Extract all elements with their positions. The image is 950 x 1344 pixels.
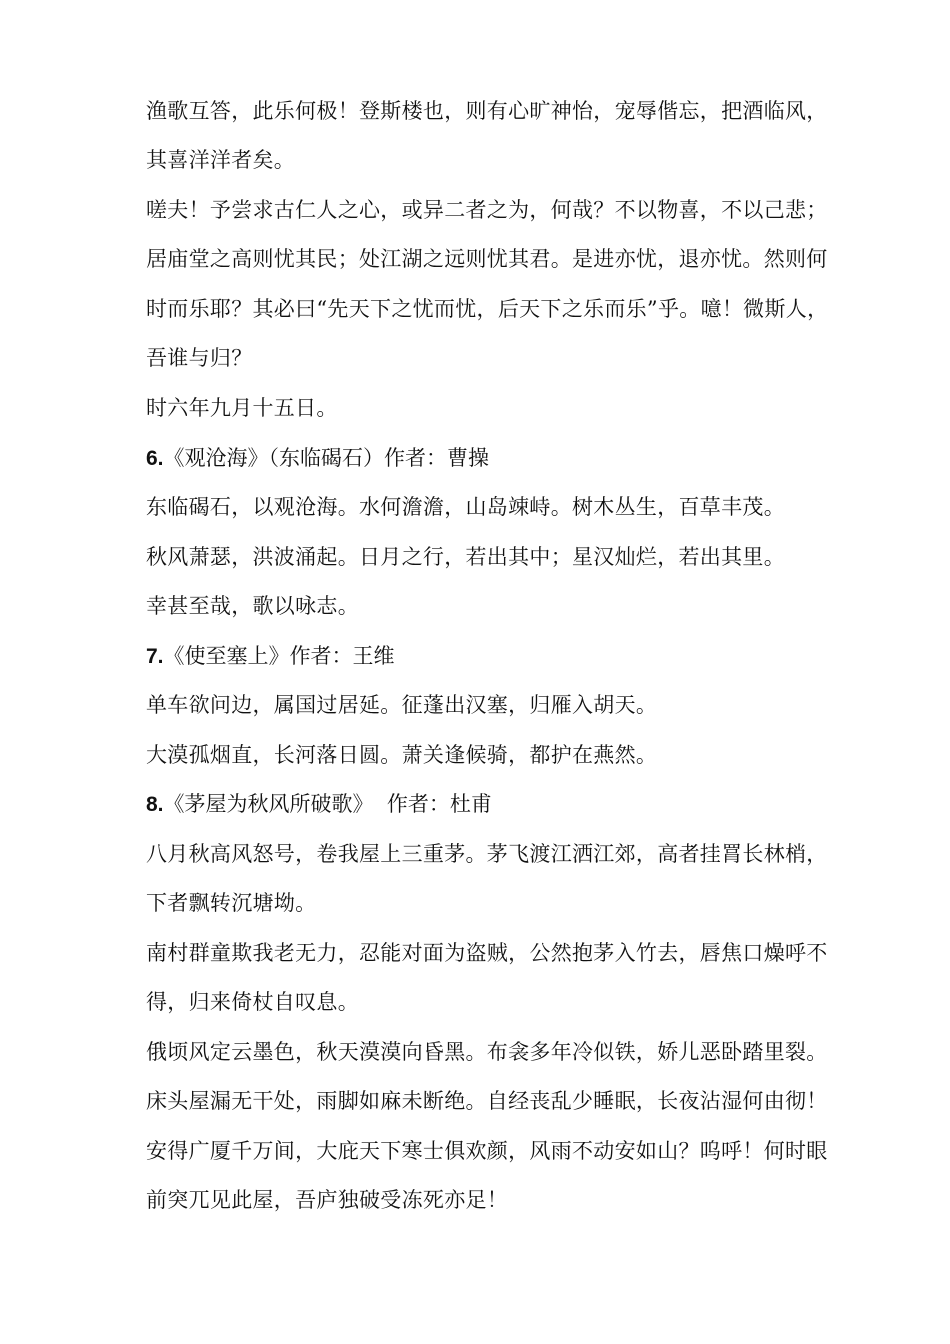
poem-7-number: 7.: [146, 645, 164, 668]
text-line: 下者飘转沉塘坳。: [146, 891, 317, 915]
text-line: 吾谁与归？: [146, 346, 253, 370]
poem-8-title: 《茅屋为秋风所破歌》 作者：杜甫: [163, 792, 492, 816]
text-line: 俄顷风定云墨色，秋天漠漠向昏黑。布衾多年冷似铁，娇儿恶卧踏里裂。: [146, 1040, 828, 1064]
text-line: 其喜洋洋者矣。: [146, 148, 296, 172]
text-line: 单车欲问边，属国过居延。征蓬出汉塞，归雁入胡天。: [146, 693, 658, 717]
text-line: 大漠孤烟直，长河落日圆。萧关逢候骑，都护在燕然。: [146, 743, 658, 767]
text-line: 前突兀见此屋，吾庐独破受冻死亦足！: [146, 1188, 509, 1212]
poem-6-title: 《观沧海》（东临碣石）作者：曹操: [163, 446, 490, 470]
text-line: 秋风萧瑟，洪波涌起。日月之行，若出其中；星汉灿烂，若出其里。: [146, 545, 785, 569]
text-line: 时而乐耶？其必曰“先天下之忧而忧，后天下之乐而乐”乎。噫！微斯人，: [146, 297, 829, 321]
poem-7-title: 《使至塞上》作者：王维: [163, 644, 395, 668]
poem-8-heading: [146, 789, 866, 820]
poem-6-number: 6.: [146, 447, 164, 470]
text-line: 床头屋漏无干处，雨脚如麻未断绝。自经丧乱少睡眠，长夜沾湿何由彻！: [146, 1089, 828, 1113]
text-line: 得，归来倚杖自叹息。: [146, 990, 359, 1014]
text-line: 时六年九月十五日。: [146, 396, 338, 420]
text-line: 南村群童欺我老无力，忍能对面为盗贼，公然抱茅入竹去，唇焦口燥呼不: [146, 941, 828, 965]
text-line: 幸甚至哉，歌以咏志。: [146, 594, 359, 618]
poem-8-number: 8.: [146, 793, 164, 816]
poem-7-heading: [146, 641, 866, 672]
text-line: 八月秋高风怒号，卷我屋上三重茅。茅飞渡江洒江郊，高者挂罥长林梢，: [146, 842, 828, 866]
poem-6-heading: [146, 443, 866, 474]
text-line: 安得广厦千万间，大庇天下寒士俱欢颜，风雨不动安如山？呜呼！何时眼: [146, 1139, 828, 1163]
text-line: 嗟夫！予尝求古仁人之心，或异二者之为，何哉？不以物喜，不以己悲；: [146, 198, 828, 222]
text-line: 东临碣石，以观沧海。水何澹澹，山岛竦峙。树木丛生，百草丰茂。: [146, 495, 785, 519]
text-line: 居庙堂之高则忧其民；处江湖之远则忧其君。是进亦忧，退亦忧。然则何: [146, 247, 828, 271]
text-line: 渔歌互答，此乐何极！登斯楼也，则有心旷神怡，宠辱偕忘，把酒临风，: [146, 99, 828, 123]
